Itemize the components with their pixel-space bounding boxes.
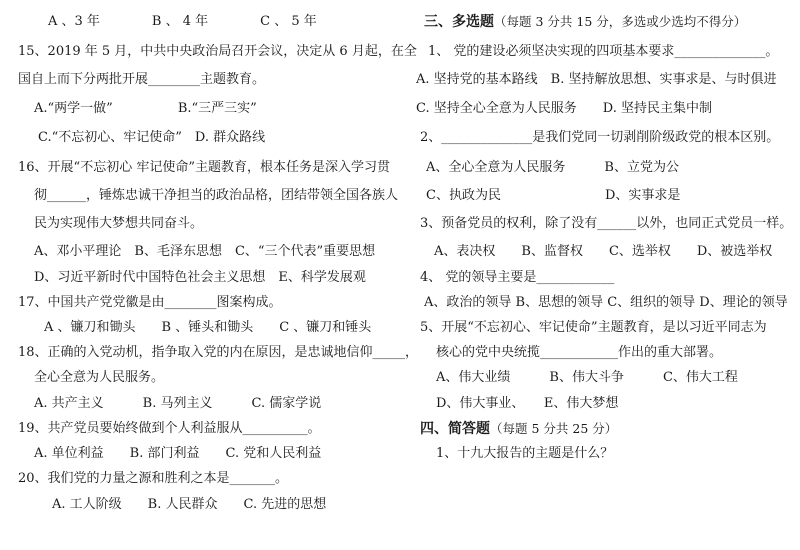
q18-stem-line1: 18、正确的入党动机，指争取入党的内在原因，是忠诚地信仰_____，: [18, 345, 419, 360]
mq3-options: A、表决权 B、监督权 C、选举权 D、被选举权: [434, 244, 773, 259]
mq1-options-cd: C. 坚持全心全意为人民服务 D. 坚持民主集中制: [416, 101, 712, 116]
mq4-options: A、政治的领导 B、思想的领导 C、组织的领导 D、理论的领导: [424, 295, 788, 310]
sq1-stem: 1、十九大报告的主题是什么？: [436, 446, 614, 461]
section-four-note: （每题 5 分共 25 分）: [490, 421, 618, 436]
q16-options-de: D、习近平新时代中国特色社会主义思想 E、科学发展观: [34, 270, 366, 285]
mq3-stem: 3、预备党员的权利，除了没有______以外，也同正式党员一样。: [420, 216, 793, 231]
q19-stem: 19、共产党员要始终做到个人利益服从__________。: [18, 421, 321, 436]
q16-stem-line1: 16、开展“不忘初心 牢记使命”主题教育，根本任务是深入学习贯: [18, 160, 390, 175]
q15-stem-line2: 国自上而下分两批开展________主题教育。: [18, 72, 266, 87]
mq5-stem-line2: 核心的党中央统揽____________作出的重大部署。: [436, 345, 723, 360]
q15-options-cd: C.“不忘初心、牢记使命” D. 群众路线: [38, 130, 266, 145]
mq2-options-ab: A、全心全意为人民服务 B、立党为公: [426, 160, 679, 175]
q17-options: A 、镰刀和锄头 B 、锤头和锄头 C 、镰刀和锤头: [44, 320, 372, 335]
q14-options: A 、3 年 B 、 4 年 C 、 5 年: [48, 14, 317, 29]
section-four-title: 四、简答题: [420, 421, 490, 437]
q16-options-abc: A、邓小平理论 B、毛泽东思想 C、“三个代表”重要思想: [34, 244, 376, 259]
section-three-title: 三、多选题: [424, 14, 494, 30]
q20-stem: 20、我们党的力量之源和胜利之本是_______。: [18, 471, 289, 486]
mq5-options-abc: A、伟大业绩 B、伟大斗争 C、伟大工程: [436, 370, 738, 385]
mq4-stem: 4、 党的领导主要是____________: [420, 270, 615, 285]
mq5-stem-line1: 5、开展“不忘初心、牢记使命”主题教育，是以习近平同志为: [420, 320, 767, 335]
q18-stem-line2: 全心全意为人民服务。: [34, 370, 165, 385]
mq5-options-de: D、伟大事业、 E、伟大梦想: [436, 396, 619, 411]
mq2-options-cd: C、执政为民 D、实事求是: [426, 188, 681, 203]
q15-options-ab: A.“两学一做” B.“三严三实”: [34, 101, 257, 116]
section-three-heading: [424, 14, 746, 30]
q16-stem-line3: 民为实现伟大梦想共同奋斗。: [34, 216, 204, 231]
q17-stem: 17、中国共产党党徽是由________图案构成。: [18, 295, 282, 310]
mq1-stem: 1、 党的建设必须坚决实现的四项基本要求______________。: [428, 44, 779, 59]
q18-options: A. 共产主义 B. 马列主义 C. 儒家学说: [34, 396, 322, 411]
section-four-heading: [420, 421, 617, 437]
q16-stem-line2: 彻______，锤炼忠诚干净担当的政治品格，团结带领全国各族人: [34, 188, 399, 203]
mq1-options-ab: A. 坚持党的基本路线 B. 坚持解放思想、实事求是、与时俱进: [416, 72, 777, 87]
q20-options: A. 工人阶级 B. 人民群众 C. 先进的思想: [52, 497, 327, 512]
q19-options: A. 单位利益 B. 部门利益 C. 党和人民利益: [34, 446, 322, 461]
mq2-stem: 2、______________是我们党同一切剥削阶级政党的根本区别。: [420, 130, 780, 145]
section-three-note: （每题 3 分共 15 分，多选或少选均不得分）: [494, 14, 747, 29]
q15-stem-line1: 15、2019 年 5 月，中共中央政治局召开会议，决定从 6 月起，在全: [18, 44, 417, 59]
